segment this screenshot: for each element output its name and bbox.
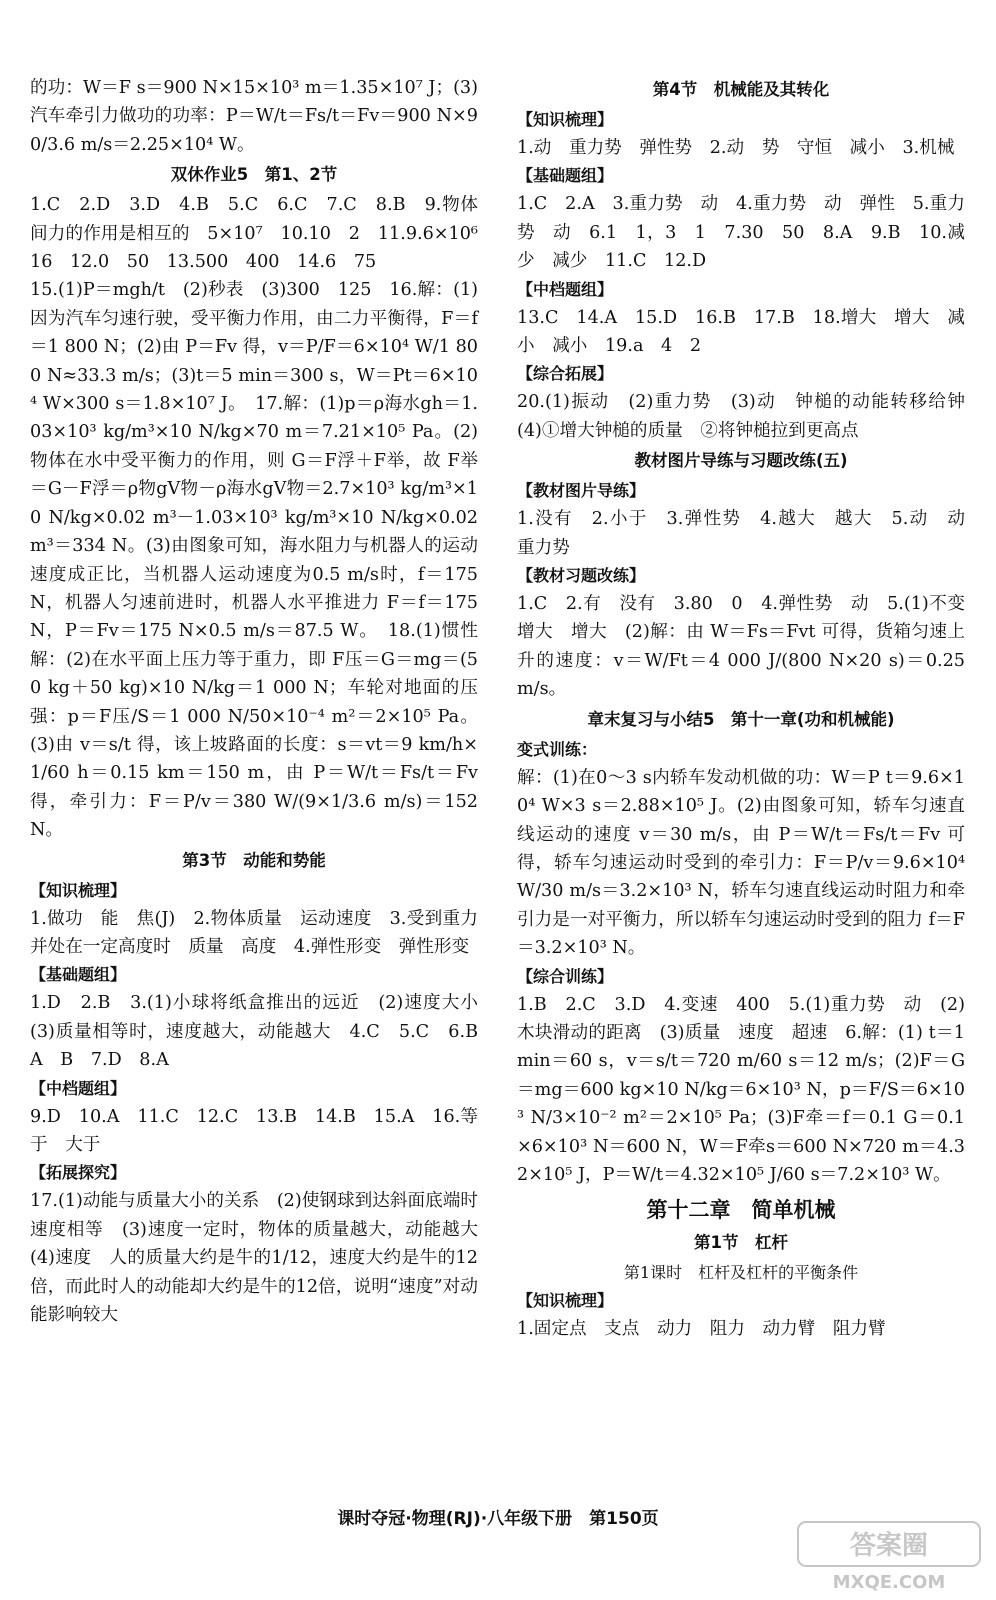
section-tag: 变式训练：: [517, 739, 598, 759]
section-heading: 双休作业5 第1、2节: [170, 165, 338, 185]
answer-paragraph: 1.动 重力势 弹性势 2.动 势 守恒 减小 3.机械: [517, 138, 955, 158]
section-tag: 【中档题组】: [517, 279, 614, 299]
section-tag: 【中档题组】: [30, 1078, 127, 1098]
answer-paragraph: 1.固定点 支点 动力 阻力 动力臂 阻力臂: [517, 1319, 886, 1340]
answer-paragraph: 1.D 2.B 3.(1)小球将纸盒推出的远近 (2)速度大小 (3)质量相等时，速度越大，动能越大 4.C 5.C 6.B A B 7.D 8.A: [30, 993, 496, 1071]
answer-paragraph: 15.(1)P＝mgh/t (2)秒表 (3)300 125 16.解：(1)因为汽车匀速行驶，受平衡力作用，由二力平衡得，F＝f＝1 800 N；(2)由 P＝Fv 得，v＝P/F＝6×10⁴ W/1 800 N≈33.3 m/s；(3)t＝5 min＝300 s，W＝Pt＝6×10⁴ W×300 s＝1.8×10⁷ J。 17.解：(1)p＝ρ海水gh＝1.03×10³ kg/m³×10 N/kg×70 m＝7.21×10⁵ Pa。(2)物体在水中受平衡力的作用，则 G＝F浮＋F举，故 F举＝G－F浮＝ρ物gV物－ρ海水gV物＝2.7×10³ kg/m³×10 N/kg×0.02 m³－1.03×10³ kg/m³×10 N/kg×0.02 m³＝334 N。(3)由图象可知，海水阻力与机器人的运动速度成正比，当机器人运动速度为0.5 m/s时，f＝175 N，机器人匀速前进时，机器人水平推进力 F＝f＝175 N，P＝Fv＝175 N×0.5 m/s＝87.5 W。 18.(1)惯性 解：(2)在水平面上压力等于重力，即 F压＝G＝mg＝(50 kg＋50 kg)×10 N/kg＝1 000 N；车轮对地面的压强：p＝F压/S＝1 000 N/50×10⁻⁴ m²＝2×10⁵ Pa。(3)由 v＝s/t 得，该上坡路面的长度：s＝vt＝9 km/h×1/60 h＝0.15 km＝150 m，由 P＝W/t＝Fs/t＝Fv 得，牵引力：F＝P/v＝380 W/(9×1/3.6 m/s)＝152 N。: [30, 280, 496, 841]
answer-paragraph: 的功：W＝F s＝900 N×15×10³ m＝1.35×10⁷ J；(3)汽车牵引力做功的功率：P＝W/t＝Fs/t＝Fv＝900 N×90/3.6 m/s＝2.25×10⁴ W。: [30, 78, 478, 155]
section-tag: 【知识梳理】: [517, 110, 614, 129]
answer-paragraph: 9.D 10.A 11.C 12.C 13.B 14.B 15.A 16.等于 大于: [30, 1106, 478, 1155]
section-heading: 教材图片导练与习题改练(五): [634, 451, 848, 471]
page-footer: 课时夺冠·物理(RJ)·八年级下册 第150页: [337, 1509, 659, 1529]
section-tag: 【基础题组】: [517, 166, 614, 186]
answer-paragraph: 1.C 2.有 没有 3.80 0 4.弹性势 动 5.(1)不变 增大 增大 (2)解：由 W＝Fs＝Fvt 可得，货箱匀速上升的速度：v＝W/Ft＝4 000 J/(800 N×20 s)＝0.25 m/s。: [517, 594, 983, 700]
answer-paragraph: 1.做功 能 焦(J) 2.物体质量 运动速度 3.受到重力并处在一定高度时 质量 高度 4.弹性形变 弹性形变: [30, 908, 478, 957]
section-tag: 【基础题组】: [30, 965, 127, 985]
answer-paragraph: 1.C 2.D 3.D 4.B 5.C 6.C 7.C 8.B 9.物体间力的作用是相互的 5×10⁷ 10.10 2 11.9.6×10⁶ 16 12.0 50 13.500 400 14.6 75: [30, 195, 496, 273]
section-tag: 【综合训练】: [517, 966, 614, 986]
answer-paragraph: 20.(1)振动 (2)重力势 (3)动 钟槌的动能转移给钟 (4)①增大钟槌的质量 ②将钟槌拉到更高点: [517, 392, 983, 441]
right-column: [517, 74, 983, 1344]
section-tag: 【知识梳理】: [517, 1291, 614, 1311]
watermark-url: MXQE.COM: [832, 1572, 946, 1593]
section-tag: 【知识梳理】: [30, 880, 127, 900]
answer-paragraph: 1.C 2.A 3.重力势 动 4.重力势 动 弹性 5.重力势 动 6.1 1，3 1 7.30 50 8.A 9.B 10.减少 减少 11.C 12.D: [517, 194, 965, 272]
lesson-title: 第1课时 杠杆及杠杆的平衡条件: [623, 1263, 859, 1283]
left-column: [30, 74, 496, 1329]
watermark-logo: [796, 1520, 982, 1594]
answer-paragraph: 解：(1)在0～3 s内轿车发动机做的功：W＝P t＝9.6×10⁴ W×3 s＝2.88×10⁵ J。(2)由图象可知，轿车匀速直线运动的速度 v＝30 m/s，由 P＝W/t＝Fs/t＝Fv 可得，轿车匀速运动时受到的牵引力：F＝P/v＝9.6×10⁴ W/30 m/s＝3.2×10³ N，轿车匀速直线运动时阻力和牵引力是一对平衡力，所以轿车匀速运动时受到的阻力 f＝F＝3.2×10³ N。: [517, 767, 965, 959]
section-tag: 【教材习题改练】: [517, 566, 646, 586]
section-heading: 第1节 杠杆: [694, 1233, 788, 1253]
section-tag: 【教材图片导练】: [517, 481, 646, 501]
chapter-title: 第十二章 简单机械: [646, 1198, 836, 1223]
section-tag: 【综合拓展】: [517, 364, 614, 384]
section-heading: 章末复习与小结5 第十一章(功和机械能): [587, 709, 895, 729]
answer-paragraph: 1.B 2.C 3.D 4.变速 400 5.(1)重力势 动 (2)木块滑动的距离 (3)质量 速度 超速 6.解：(1) t＝1 min＝60 s，v＝s/t＝720 m/60 s＝12 m/s；(2)F＝G＝mg＝600 kg×10 N/kg＝6×10³ N，p＝F/S＝6×10³ N/3×10⁻² m²＝2×10⁵ Pa；(3)F牵＝f＝0.1 G＝0.1×6×10³ N＝600 N，W＝F牵s＝600 N×720 m＝4.32×10⁵ J，P＝W/t＝4.32×10⁵ J/60 s＝7.2×10³ W。: [517, 994, 965, 1185]
section-heading: 第3节 动能和势能: [182, 850, 326, 870]
section-heading: 第4节 机械能及其转化: [652, 80, 830, 99]
answer-paragraph: 13.C 14.A 15.D 16.B 17.B 18.增大 增大 减小 减小 19.a 4 2: [517, 307, 965, 357]
answer-paragraph: 17.(1)动能与质量大小的关系 (2)使钢球到达斜面底端时速度相等 (3)速度一定时，物体的质量越大，动能越大 (4)速度 人的质量大约是牛的1/12，速度大约是牛的12倍，而此时人的动能却大约是牛的12倍，说明“速度”对动能影响较大: [30, 1191, 496, 1326]
answer-paragraph: 1.没有 2.小于 3.弹性势 4.越大 越大 5.动 动 重力势: [517, 509, 983, 558]
watermark-title: 答案圈: [849, 1531, 929, 1561]
section-tag: 【拓展探究】: [30, 1163, 127, 1183]
